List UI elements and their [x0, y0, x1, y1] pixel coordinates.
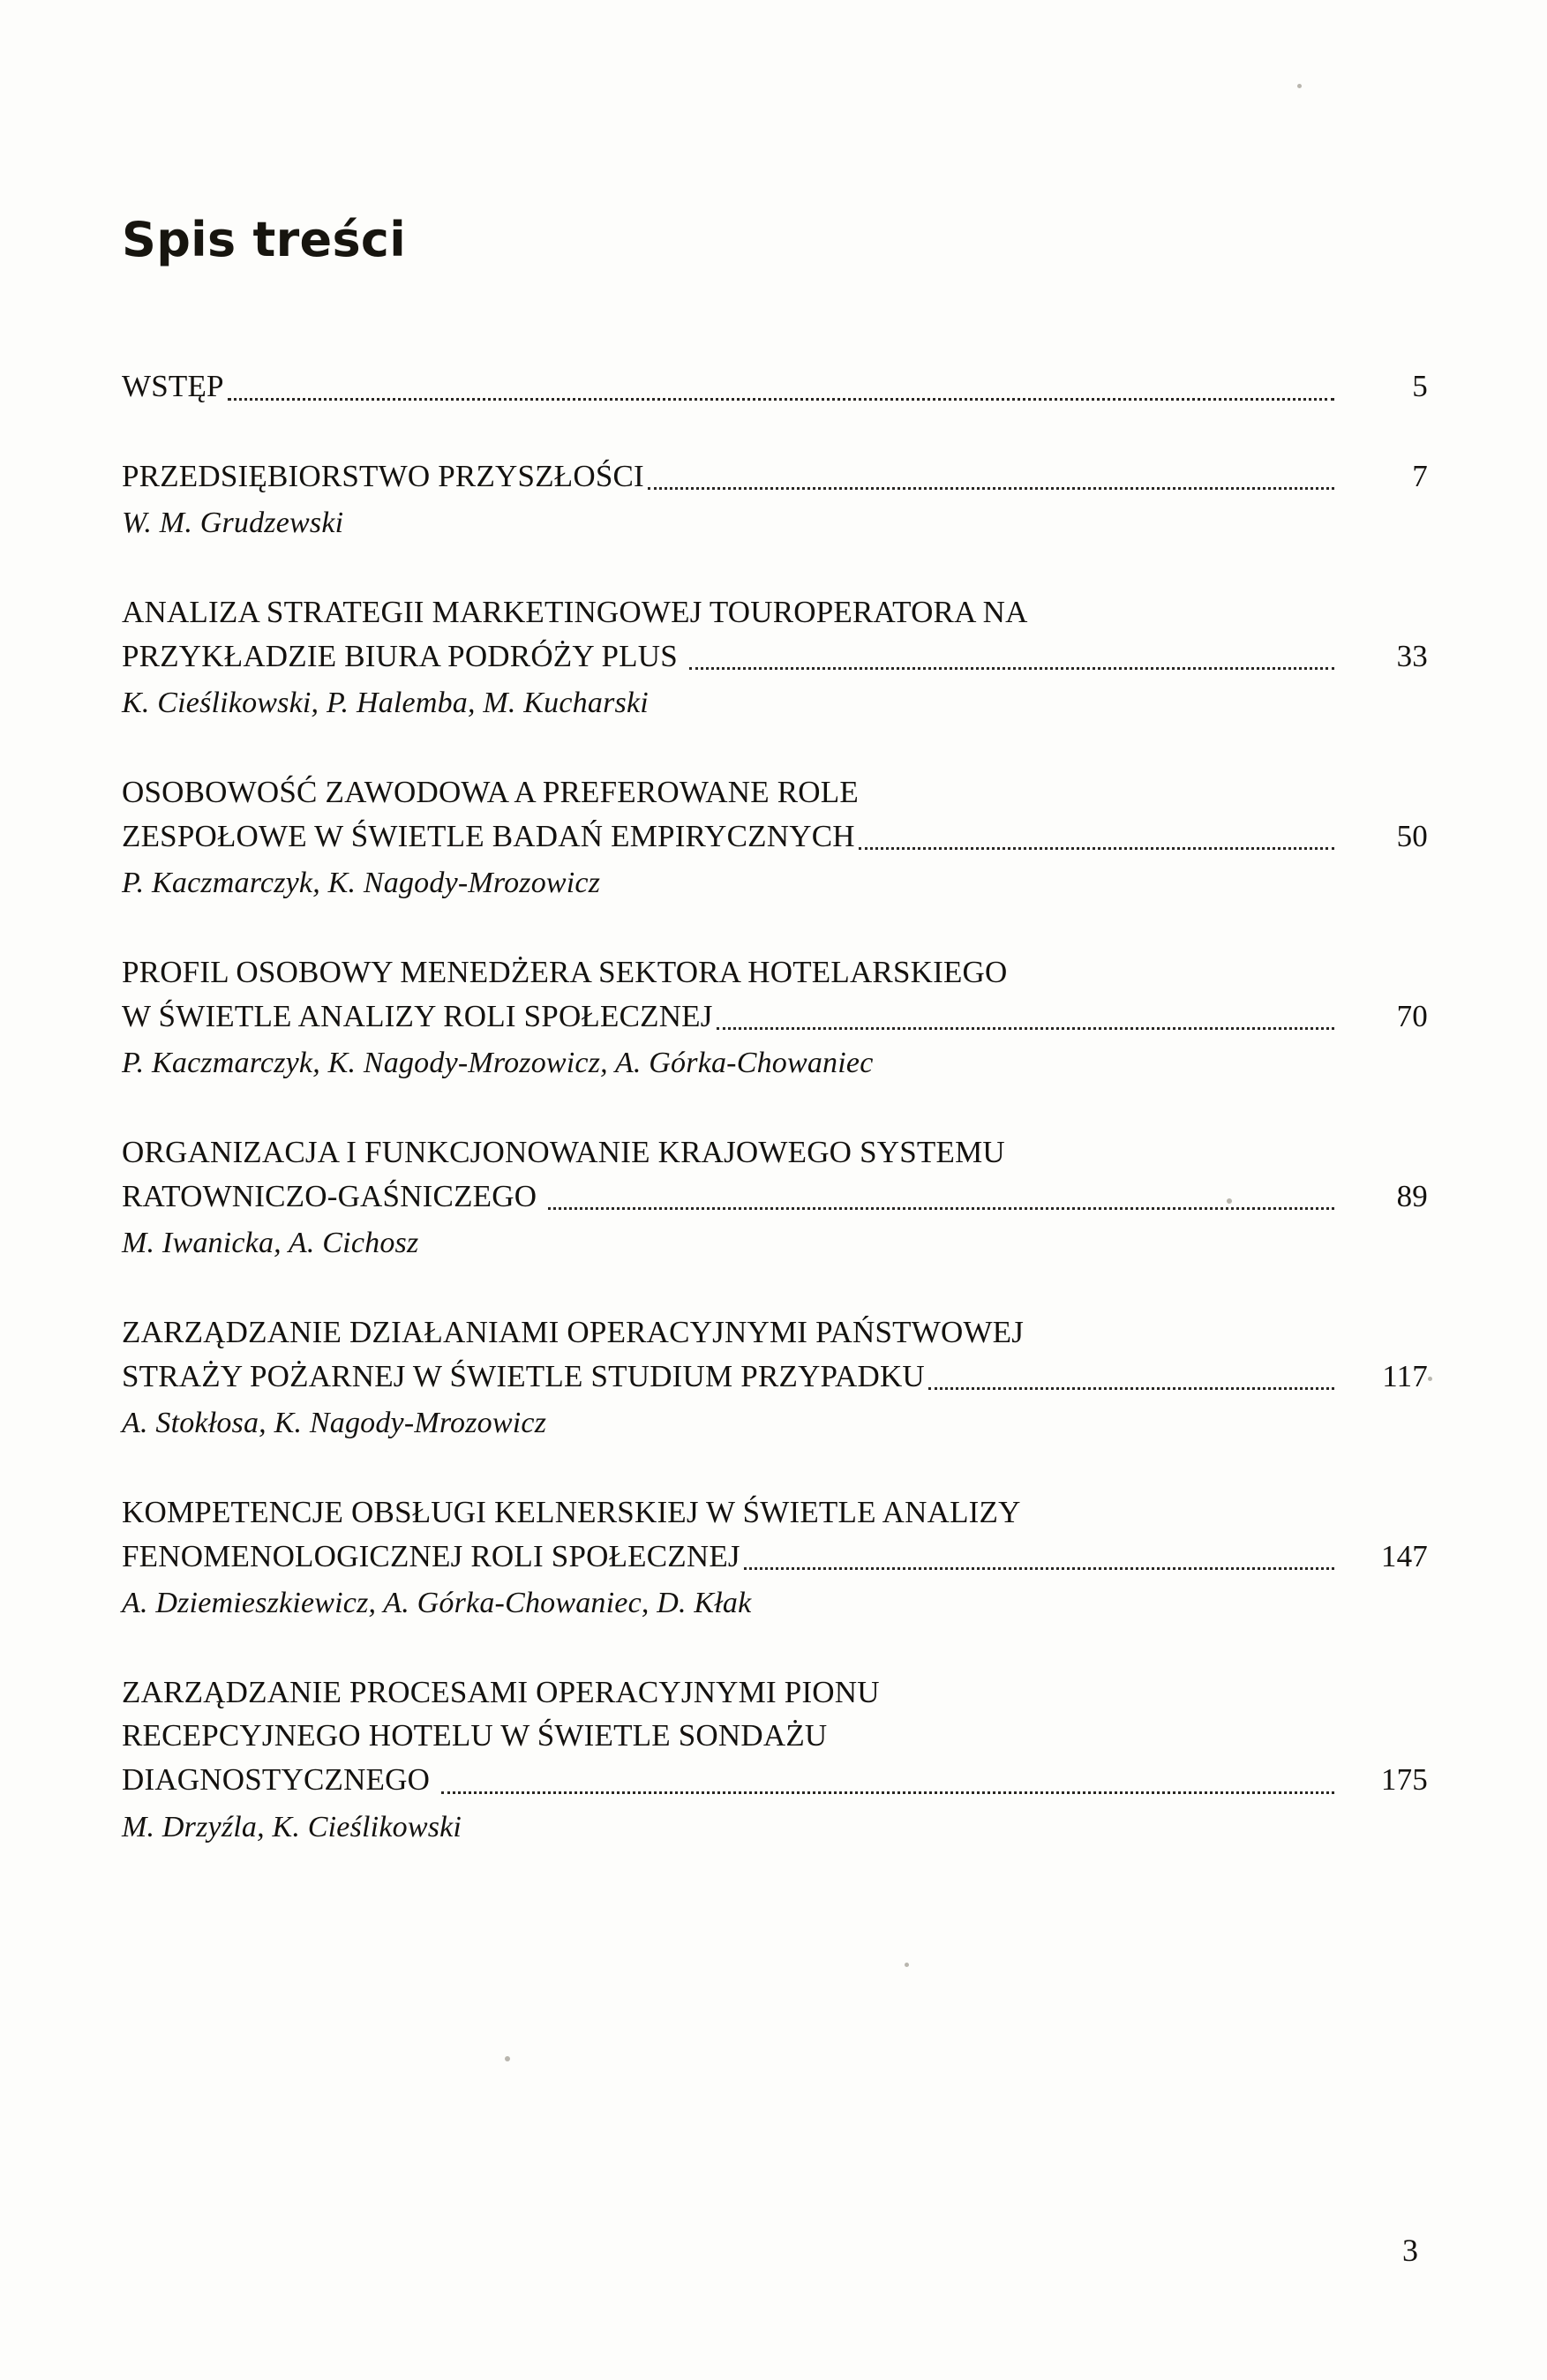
toc-entry-line	[122, 1671, 1428, 1715]
toc-entry-title: ZARZĄDZANIE PROCESAMI OPERACYJNYMI PIONU	[122, 1674, 880, 1709]
toc-entry-line	[122, 634, 1428, 679]
scan-speck	[505, 2056, 510, 2061]
toc-entry[interactable]	[122, 1130, 1428, 1265]
page-number: 3	[1402, 2233, 1418, 2268]
toc-entry-page-number: 89	[1396, 1178, 1428, 1213]
toc-entry-title: ZARZĄDZANIE DZIAŁANIAMI OPERACYJNYMI PAŃSTWOWEJ	[122, 1314, 1025, 1349]
toc-entry-title: RECEPCYJNEGO HOTELU W ŚWIETLE SONDAŻU	[122, 1718, 828, 1753]
toc-entry-title: WSTĘP	[122, 369, 224, 403]
dot-leader	[1028, 604, 1343, 634]
toc-entry-page-number: 50	[1396, 818, 1428, 853]
dot-leader	[827, 1727, 1343, 1758]
toc-entry-authors: M. Drzyźla, K. Cieślikowski	[122, 1810, 462, 1843]
toc-entry-line	[122, 815, 1428, 859]
dot-leader	[1021, 1504, 1343, 1535]
toc-entry-authors: W. M. Grudzewski	[122, 507, 344, 540]
dot-leader	[544, 1187, 1343, 1218]
toc-entry-line	[122, 1130, 1428, 1175]
dot-leader	[740, 1547, 1343, 1578]
toc-entry-title: ANALIZA STRATEGII MARKETINGOWEJ TOUROPERATORA NA	[122, 594, 1028, 629]
toc-content	[122, 212, 1428, 1894]
scan-speck	[905, 1963, 909, 1967]
toc-entry[interactable]	[122, 454, 1428, 544]
toc-entry-line	[122, 1175, 1428, 1219]
dot-leader	[686, 647, 1343, 678]
dot-leader	[855, 827, 1343, 858]
toc-entry-page-number: 175	[1380, 1762, 1428, 1798]
toc-entry-authors: K. Cieślikowski, P. Halemba, M. Kucharski	[122, 687, 649, 720]
dot-leader	[1024, 1324, 1343, 1355]
toc-entry-authors: A. Dziemieszkiewicz, A. Górka-Chowaniec, D. Kłak	[122, 1587, 752, 1620]
toc-entry-title: FENOMENOLOGICZNEJ ROLI SPOŁECZNEJ	[122, 1538, 740, 1573]
toc-entry-page-number: 5	[1412, 369, 1428, 403]
toc-entry-title: RATOWNICZO-GAŚNICZEGO	[122, 1178, 545, 1213]
dot-leader	[644, 467, 1343, 498]
toc-entry-line	[122, 1490, 1428, 1535]
toc-entry-title: ORGANIZACJA I FUNKCJONOWANIE KRAJOWEGO SYSTEMU	[122, 1134, 1005, 1169]
toc-entry-title: OSOBOWOŚĆ ZAWODOWA A PREFEROWANE ROLE	[122, 774, 859, 809]
toc-entry[interactable]	[122, 590, 1428, 725]
toc-entry-title: W ŚWIETLE ANALIZY ROLI SPOŁECZNEJ	[122, 998, 713, 1033]
dot-leader	[925, 1367, 1343, 1398]
toc-entry-line	[122, 590, 1428, 634]
toc-entry-line	[122, 1535, 1428, 1579]
toc-entry-line	[122, 1758, 1428, 1802]
toc-entry-page-number: 7	[1412, 458, 1428, 493]
toc-entry-title: PROFIL OSOBOWY MENEDŻERA SEKTORA HOTELARSKIEGO	[122, 954, 1008, 989]
toc-entry-title: STRAŻY POŻARNEJ W ŚWIETLE STUDIUM PRZYPADKU	[122, 1358, 925, 1393]
dot-leader	[1005, 1144, 1343, 1175]
scan-speck	[1428, 1377, 1432, 1381]
dot-leader	[224, 378, 1343, 409]
toc-entry-authors: P. Kaczmarczyk, K. Nagody-Mrozowicz, A. Górka-Chowaniec	[122, 1047, 874, 1080]
page-title: Spis treści	[122, 212, 407, 267]
dot-leader	[1008, 964, 1344, 995]
dot-leader	[713, 1007, 1343, 1038]
toc-entry-page-number: 33	[1396, 638, 1428, 673]
toc-entry-authors: P. Kaczmarczyk, K. Nagody-Mrozowicz	[122, 867, 601, 900]
toc-entry-title: DIAGNOSTYCZNEGO	[122, 1762, 439, 1798]
toc-entry-title: KOMPETENCJE OBSŁUGI KELNERSKIEJ W ŚWIETLE ANALIZY	[122, 1494, 1021, 1529]
toc-entry[interactable]	[122, 1671, 1428, 1849]
toc-entry-line	[122, 1310, 1428, 1355]
dot-leader	[880, 1683, 1343, 1714]
toc-entry-line	[122, 454, 1428, 499]
toc-entry-authors: A. Stokłosa, K. Nagody-Mrozowicz	[122, 1407, 547, 1440]
toc-entry-title: ZESPOŁOWE W ŚWIETLE BADAŃ EMPIRYCZNYCH	[122, 818, 855, 853]
toc-entry[interactable]	[122, 770, 1428, 905]
toc-entry[interactable]	[122, 950, 1428, 1085]
toc-entry-line	[122, 1714, 1428, 1758]
toc-entry-list	[122, 364, 1428, 1848]
dot-leader	[438, 1771, 1343, 1802]
dot-leader	[859, 784, 1343, 815]
toc-entry-page-number: 117	[1382, 1358, 1428, 1393]
toc-entry-line	[122, 364, 1428, 409]
toc-entry[interactable]	[122, 1490, 1428, 1625]
toc-entry[interactable]	[122, 364, 1428, 409]
toc-entry-line	[122, 995, 1428, 1039]
toc-entry-page-number: 70	[1396, 998, 1428, 1033]
toc-entry-title: PRZYKŁADZIE BIURA PODRÓŻY PLUS	[122, 638, 686, 673]
toc-entry-title: PRZEDSIĘBIORSTWO PRZYSZŁOŚCI	[122, 458, 644, 493]
toc-entry-line	[122, 770, 1428, 815]
toc-entry-line	[122, 950, 1428, 995]
scan-speck	[1297, 84, 1302, 88]
toc-entry-line	[122, 1355, 1428, 1399]
toc-entry-page-number: 147	[1380, 1538, 1428, 1573]
toc-entry-authors: M. Iwanicka, A. Cichosz	[122, 1227, 419, 1260]
toc-entry[interactable]	[122, 1310, 1428, 1445]
